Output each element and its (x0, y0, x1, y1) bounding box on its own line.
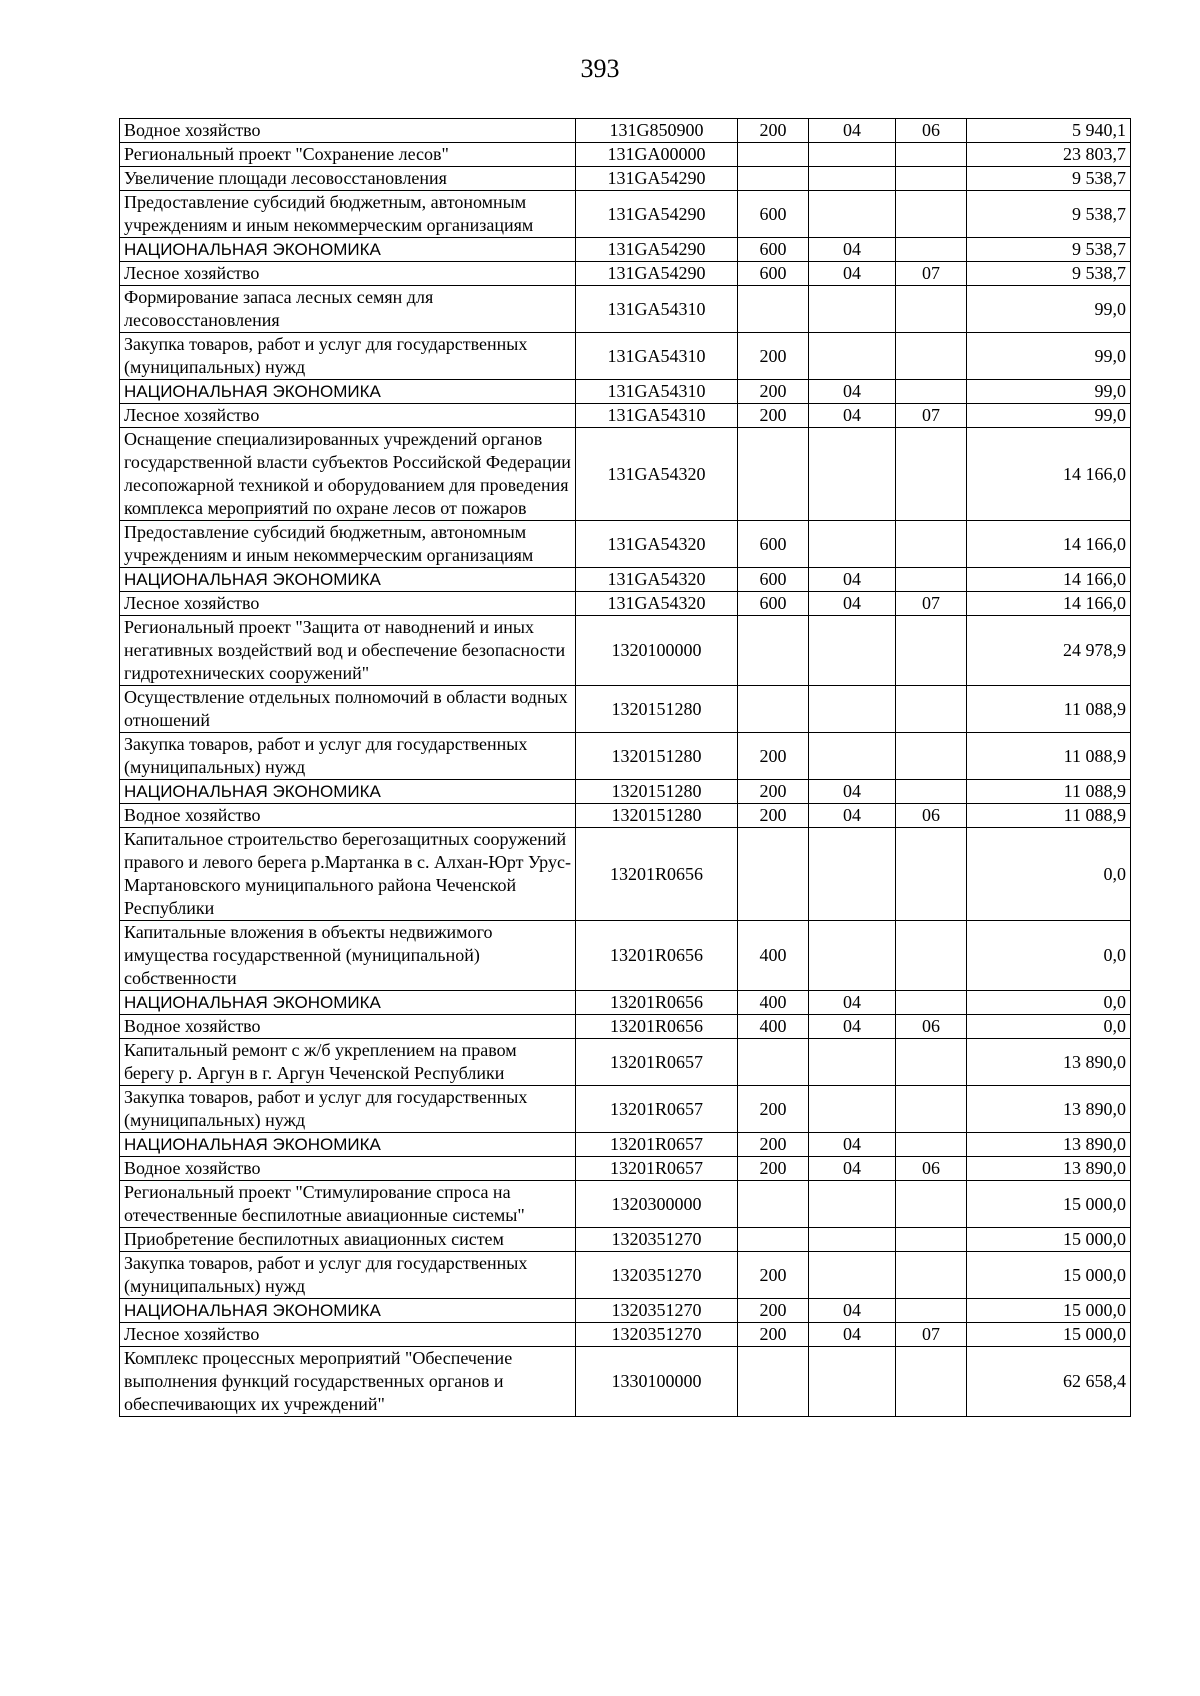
row-name: НАЦИОНАЛЬНАЯ ЭКОНОМИКА (120, 991, 576, 1015)
row-section (809, 428, 896, 521)
row-target-code: 13201R0656 (576, 991, 738, 1015)
row-section: 04 (809, 238, 896, 262)
row-amount: 23 803,7 (967, 143, 1131, 167)
row-expense-type: 200 (738, 1157, 809, 1181)
row-subsection: 06 (896, 1015, 967, 1039)
row-section (809, 1086, 896, 1133)
page-number: 393 (580, 54, 620, 83)
row-section: 04 (809, 568, 896, 592)
row-target-code: 131GA00000 (576, 143, 738, 167)
row-expense-type (738, 143, 809, 167)
row-name: Лесное хозяйство (120, 1323, 576, 1347)
table-row (120, 262, 1131, 286)
row-section: 04 (809, 262, 896, 286)
table-row (120, 521, 1131, 568)
row-expense-type: 200 (738, 804, 809, 828)
row-expense-type: 400 (738, 1015, 809, 1039)
row-name: Водное хозяйство (120, 119, 576, 143)
row-target-code: 1320351270 (576, 1252, 738, 1299)
table-row (120, 991, 1131, 1015)
table-row (120, 828, 1131, 921)
row-subsection (896, 1228, 967, 1252)
row-amount: 0,0 (967, 828, 1131, 921)
row-expense-type: 600 (738, 191, 809, 238)
row-subsection (896, 380, 967, 404)
row-expense-type (738, 616, 809, 686)
row-section: 04 (809, 804, 896, 828)
row-target-code: 1320351270 (576, 1228, 738, 1252)
row-amount: 13 890,0 (967, 1086, 1131, 1133)
row-section: 04 (809, 1015, 896, 1039)
row-amount: 13 890,0 (967, 1133, 1131, 1157)
row-expense-type: 600 (738, 568, 809, 592)
row-target-code: 1320351270 (576, 1323, 738, 1347)
row-name: Региональный проект "Стимулирование спроса на отечественные беспилотные авиационные системы" (120, 1181, 576, 1228)
row-name: Водное хозяйство (120, 1015, 576, 1039)
row-subsection (896, 428, 967, 521)
row-subsection (896, 733, 967, 780)
row-expense-type: 200 (738, 1252, 809, 1299)
row-expense-type (738, 1181, 809, 1228)
row-name: Лесное хозяйство (120, 404, 576, 428)
row-expense-type: 400 (738, 921, 809, 991)
row-amount: 11 088,9 (967, 780, 1131, 804)
row-name: Капитальное строительство берегозащитных сооружений правого и левого берега р.Мартанка в с. Алхан-Юрт Урус-Мартановского муниципального района Чеченской Республики (120, 828, 576, 921)
row-subsection (896, 1299, 967, 1323)
table-row (120, 1039, 1131, 1086)
table-row (120, 1133, 1131, 1157)
row-name: Закупка товаров, работ и услуг для государственных (муниципальных) нужд (120, 333, 576, 380)
row-amount: 0,0 (967, 1015, 1131, 1039)
table-row (120, 1015, 1131, 1039)
row-subsection (896, 991, 967, 1015)
row-amount: 15 000,0 (967, 1252, 1131, 1299)
row-subsection (896, 167, 967, 191)
table-row (120, 1323, 1131, 1347)
row-subsection: 07 (896, 404, 967, 428)
row-name: Капитальный ремонт с ж/б укреплением на правом берегу р. Аргун в г. Аргун Чеченской Республики (120, 1039, 576, 1086)
row-target-code: 13201R0657 (576, 1157, 738, 1181)
row-expense-type (738, 828, 809, 921)
row-target-code: 13201R0657 (576, 1133, 738, 1157)
row-name: Формирование запаса лесных семян для лесовосстановления (120, 286, 576, 333)
row-expense-type: 200 (738, 333, 809, 380)
row-section: 04 (809, 991, 896, 1015)
row-section (809, 191, 896, 238)
row-expense-type (738, 1039, 809, 1086)
row-target-code: 131GA54290 (576, 167, 738, 191)
row-amount: 0,0 (967, 991, 1131, 1015)
row-name: Лесное хозяйство (120, 262, 576, 286)
row-target-code: 131GA54310 (576, 404, 738, 428)
row-name: Предоставление субсидий бюджетным, автономным учреждениям и иным некоммерческим организациям (120, 521, 576, 568)
row-expense-type: 200 (738, 119, 809, 143)
row-section: 04 (809, 1323, 896, 1347)
row-section: 04 (809, 380, 896, 404)
row-amount: 15 000,0 (967, 1323, 1131, 1347)
row-amount: 99,0 (967, 404, 1131, 428)
table-row (120, 1228, 1131, 1252)
row-name: Водное хозяйство (120, 1157, 576, 1181)
row-section: 04 (809, 1133, 896, 1157)
row-target-code: 13201R0656 (576, 828, 738, 921)
row-amount: 99,0 (967, 380, 1131, 404)
row-subsection (896, 191, 967, 238)
row-section (809, 1252, 896, 1299)
row-name: Капитальные вложения в объекты недвижимого имущества государственной (муниципальной) собственности (120, 921, 576, 991)
table-row (120, 1181, 1131, 1228)
row-target-code: 1320151280 (576, 780, 738, 804)
row-section: 04 (809, 1157, 896, 1181)
row-amount: 14 166,0 (967, 428, 1131, 521)
table-row (120, 568, 1131, 592)
row-expense-type (738, 686, 809, 733)
row-subsection: 07 (896, 592, 967, 616)
row-name: НАЦИОНАЛЬНАЯ ЭКОНОМИКА (120, 380, 576, 404)
row-section (809, 1228, 896, 1252)
row-amount: 11 088,9 (967, 733, 1131, 780)
row-target-code: 131GA54290 (576, 238, 738, 262)
row-expense-type: 200 (738, 380, 809, 404)
row-name: Водное хозяйство (120, 804, 576, 828)
row-subsection (896, 286, 967, 333)
table-row (120, 780, 1131, 804)
row-subsection (896, 616, 967, 686)
row-amount: 14 166,0 (967, 592, 1131, 616)
row-subsection (896, 780, 967, 804)
row-amount: 15 000,0 (967, 1228, 1131, 1252)
row-target-code: 13201R0656 (576, 1015, 738, 1039)
row-section (809, 521, 896, 568)
table-row (120, 1086, 1131, 1133)
row-expense-type: 600 (738, 592, 809, 616)
row-subsection: 06 (896, 119, 967, 143)
row-subsection (896, 1086, 967, 1133)
table-row (120, 333, 1131, 380)
table-row (120, 616, 1131, 686)
table-row (120, 191, 1131, 238)
row-section (809, 733, 896, 780)
row-amount: 5 940,1 (967, 119, 1131, 143)
row-amount: 99,0 (967, 333, 1131, 380)
row-name: НАЦИОНАЛЬНАЯ ЭКОНОМИКА (120, 1133, 576, 1157)
table-row (120, 1299, 1131, 1323)
row-section (809, 828, 896, 921)
row-section (809, 686, 896, 733)
table-row (120, 286, 1131, 333)
table-row (120, 1252, 1131, 1299)
row-name: НАЦИОНАЛЬНАЯ ЭКОНОМИКА (120, 568, 576, 592)
row-target-code: 1320100000 (576, 616, 738, 686)
row-name: Региональный проект "Защита от наводнений и иных негативных воздействий вод и обеспечение безопасности гидротехнических сооружений" (120, 616, 576, 686)
row-subsection (896, 1039, 967, 1086)
row-section (809, 333, 896, 380)
row-name: Региональный проект "Сохранение лесов" (120, 143, 576, 167)
row-name: Предоставление субсидий бюджетным, автономным учреждениям и иным некоммерческим организациям (120, 191, 576, 238)
row-target-code: 13201R0657 (576, 1039, 738, 1086)
table-row (120, 404, 1131, 428)
table-row (120, 119, 1131, 143)
row-section: 04 (809, 404, 896, 428)
row-expense-type (738, 286, 809, 333)
table-row (120, 428, 1131, 521)
row-section (809, 167, 896, 191)
row-expense-type: 200 (738, 1133, 809, 1157)
row-amount: 9 538,7 (967, 238, 1131, 262)
row-amount: 9 538,7 (967, 167, 1131, 191)
row-expense-type: 400 (738, 991, 809, 1015)
row-subsection (896, 1347, 967, 1417)
table-row (120, 804, 1131, 828)
row-expense-type (738, 428, 809, 521)
row-expense-type: 200 (738, 733, 809, 780)
row-amount: 9 538,7 (967, 262, 1131, 286)
row-target-code: 131GA54290 (576, 262, 738, 286)
row-target-code: 131GA54310 (576, 286, 738, 333)
row-expense-type: 200 (738, 780, 809, 804)
row-subsection (896, 921, 967, 991)
row-section (809, 1347, 896, 1417)
row-amount: 11 088,9 (967, 686, 1131, 733)
row-target-code: 131GA54310 (576, 380, 738, 404)
table-row (120, 238, 1131, 262)
row-name: Увеличение площади лесовосстановления (120, 167, 576, 191)
row-name: Осуществление отдельных полномочий в области водных отношений (120, 686, 576, 733)
row-amount: 62 658,4 (967, 1347, 1131, 1417)
row-target-code: 1320151280 (576, 804, 738, 828)
row-amount: 11 088,9 (967, 804, 1131, 828)
row-subsection (896, 238, 967, 262)
table-row (120, 733, 1131, 780)
row-name: Закупка товаров, работ и услуг для государственных (муниципальных) нужд (120, 1252, 576, 1299)
row-name: НАЦИОНАЛЬНАЯ ЭКОНОМИКА (120, 238, 576, 262)
row-target-code: 131GA54290 (576, 191, 738, 238)
table-row (120, 921, 1131, 991)
row-amount: 0,0 (967, 921, 1131, 991)
row-section: 04 (809, 780, 896, 804)
row-amount: 13 890,0 (967, 1157, 1131, 1181)
row-section: 04 (809, 119, 896, 143)
row-target-code: 1320151280 (576, 686, 738, 733)
row-subsection (896, 568, 967, 592)
row-subsection (896, 1133, 967, 1157)
row-target-code: 131GA54320 (576, 428, 738, 521)
row-target-code: 13201R0656 (576, 921, 738, 991)
row-section (809, 286, 896, 333)
row-amount: 15 000,0 (967, 1181, 1131, 1228)
row-section (809, 921, 896, 991)
row-amount: 24 978,9 (967, 616, 1131, 686)
row-name: НАЦИОНАЛЬНАЯ ЭКОНОМИКА (120, 780, 576, 804)
table-row (120, 686, 1131, 733)
row-expense-type: 600 (738, 521, 809, 568)
row-section (809, 1181, 896, 1228)
row-expense-type: 200 (738, 404, 809, 428)
row-target-code: 1320300000 (576, 1181, 738, 1228)
row-name: Приобретение беспилотных авиационных систем (120, 1228, 576, 1252)
row-target-code: 131GA54320 (576, 592, 738, 616)
row-amount: 13 890,0 (967, 1039, 1131, 1086)
row-subsection (896, 1181, 967, 1228)
row-amount: 14 166,0 (967, 568, 1131, 592)
table-row (120, 1157, 1131, 1181)
row-target-code: 1330100000 (576, 1347, 738, 1417)
row-subsection (896, 143, 967, 167)
table-row (120, 1347, 1131, 1417)
budget-table (119, 118, 1131, 1417)
row-expense-type (738, 1347, 809, 1417)
row-target-code: 13201R0657 (576, 1086, 738, 1133)
row-section: 04 (809, 592, 896, 616)
row-section (809, 143, 896, 167)
row-amount: 9 538,7 (967, 191, 1131, 238)
row-name: Закупка товаров, работ и услуг для государственных (муниципальных) нужд (120, 733, 576, 780)
row-target-code: 1320151280 (576, 733, 738, 780)
table-row (120, 380, 1131, 404)
row-target-code: 131GA54320 (576, 521, 738, 568)
row-subsection: 07 (896, 1323, 967, 1347)
row-target-code: 1320351270 (576, 1299, 738, 1323)
row-subsection: 06 (896, 1157, 967, 1181)
row-target-code: 131G850900 (576, 119, 738, 143)
row-subsection: 06 (896, 804, 967, 828)
row-subsection (896, 686, 967, 733)
budget-table-body (120, 119, 1131, 1417)
row-subsection (896, 333, 967, 380)
row-expense-type (738, 167, 809, 191)
row-section (809, 616, 896, 686)
row-subsection (896, 521, 967, 568)
table-row (120, 167, 1131, 191)
row-expense-type: 600 (738, 262, 809, 286)
table-row (120, 592, 1131, 616)
row-name: Закупка товаров, работ и услуг для государственных (муниципальных) нужд (120, 1086, 576, 1133)
row-name: Оснащение специализированных учреждений органов государственной власти субъектов Российской Федерации лесопожарной техникой и оборудованием для проведения комплекса мероприятий по охране лесов от пожаров (120, 428, 576, 521)
table-row (120, 143, 1131, 167)
row-section (809, 1039, 896, 1086)
row-name: Комплекс процессных мероприятий "Обеспечение выполнения функций государственных органов и обеспечивающих их учреждений" (120, 1347, 576, 1417)
row-section: 04 (809, 1299, 896, 1323)
row-subsection (896, 828, 967, 921)
row-expense-type: 200 (738, 1086, 809, 1133)
row-subsection (896, 1252, 967, 1299)
row-target-code: 131GA54320 (576, 568, 738, 592)
row-amount: 15 000,0 (967, 1299, 1131, 1323)
row-amount: 99,0 (967, 286, 1131, 333)
row-expense-type: 200 (738, 1323, 809, 1347)
row-expense-type: 600 (738, 238, 809, 262)
row-subsection: 07 (896, 262, 967, 286)
row-target-code: 131GA54310 (576, 333, 738, 380)
row-expense-type: 200 (738, 1299, 809, 1323)
row-expense-type (738, 1228, 809, 1252)
row-name: НАЦИОНАЛЬНАЯ ЭКОНОМИКА (120, 1299, 576, 1323)
row-name: Лесное хозяйство (120, 592, 576, 616)
row-amount: 14 166,0 (967, 521, 1131, 568)
